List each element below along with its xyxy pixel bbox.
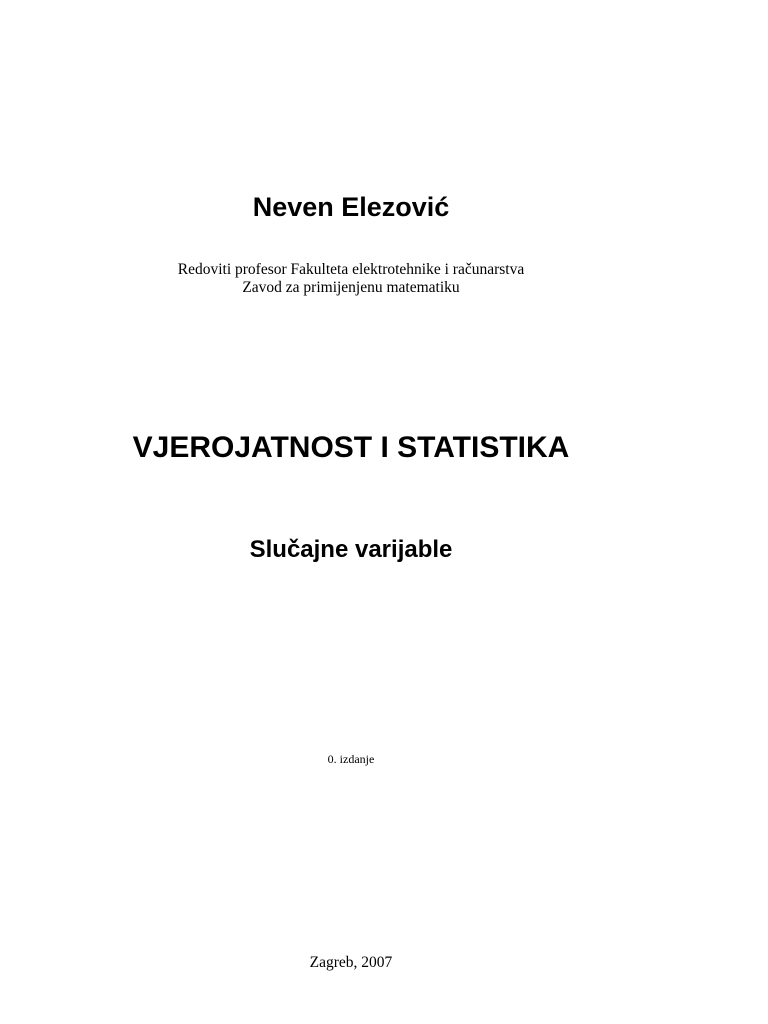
book-title: VJEROJATNOST I STATISTIKA bbox=[132, 431, 570, 464]
book-subtitle: Slučajne varijable bbox=[249, 536, 453, 563]
edition-note: 0. izdanje bbox=[327, 752, 375, 766]
affiliation-line-2: Zavod za primijenjenu matematiku bbox=[242, 279, 460, 296]
author-name: Neven Elezović bbox=[252, 192, 450, 222]
affiliation-line-1: Redoviti profesor Fakulteta elektrotehnike i računarstva bbox=[177, 261, 525, 278]
publication-place-year: Zagreb, 2007 bbox=[309, 954, 393, 971]
author-affiliation bbox=[0, 261, 702, 297]
